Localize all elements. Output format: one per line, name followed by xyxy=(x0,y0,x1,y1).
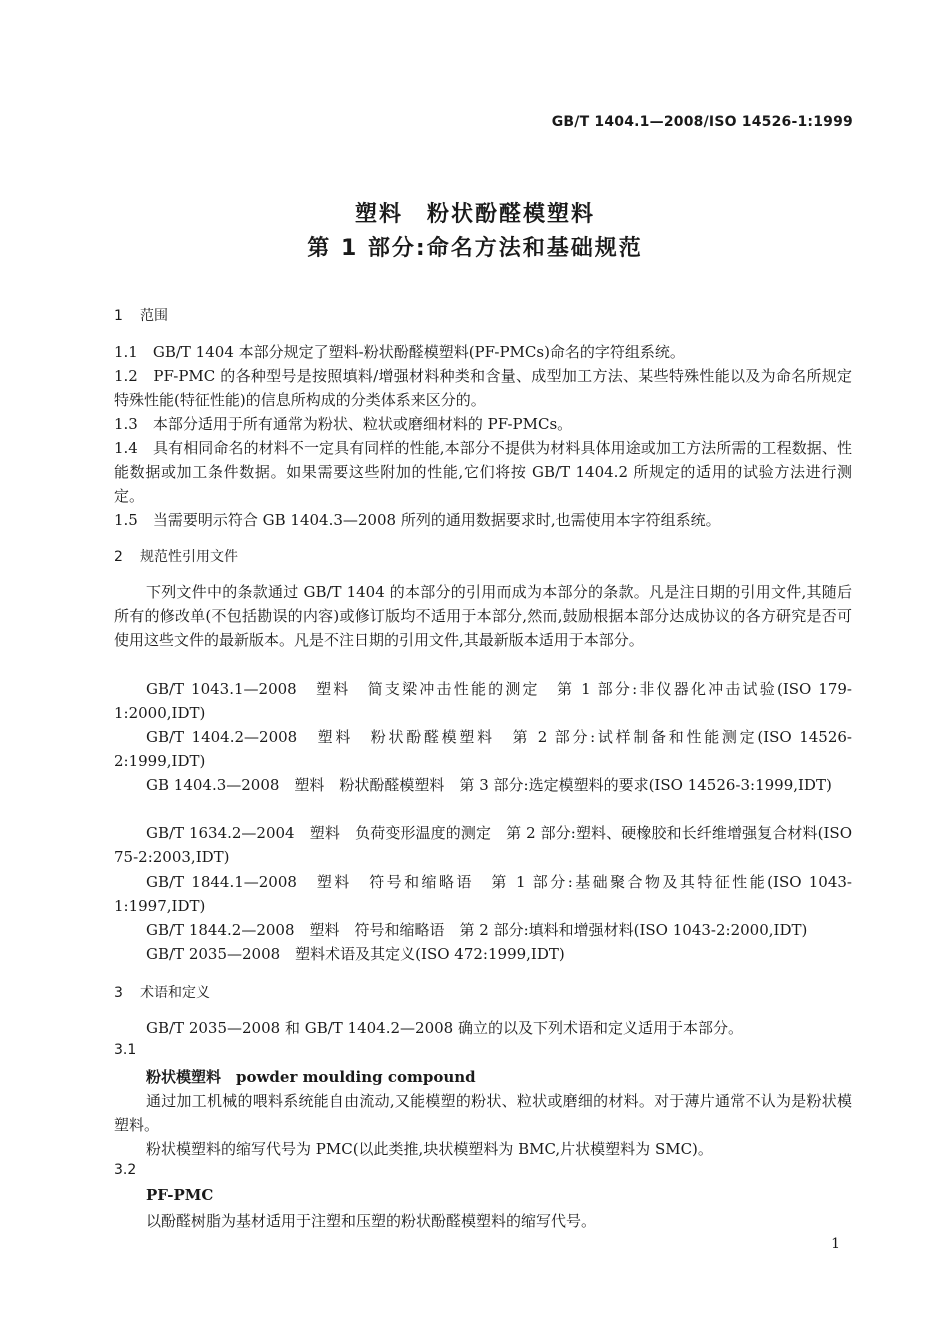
clause-1-3: 1.3 本部分适用于所有通常为粉状、粒状或磨细材料的 PF-PMCs。 xyxy=(114,415,573,433)
term-3-1-number: 3.1 xyxy=(114,1042,137,1058)
clause-1-1: 1.1 GB/T 1404 本部分规定了塑料-粉状酚醛模塑料(PF-PMCs)命名的字符组系统。 xyxy=(114,343,685,361)
term-3-1-note: 粉状模塑料的缩写代号为 PMC(以此类推,块状模塑料为 BMC,片状模塑料为 SMC)。 xyxy=(146,1140,713,1158)
reference-item: GB/T 1844.2—2008 塑料 符号和缩略语 第 2 部分:填料和增强材料(ISO 1043-2:2000,IDT) xyxy=(146,921,808,939)
term-3-2-number: 3.2 xyxy=(114,1162,137,1178)
section-1-heading xyxy=(114,305,168,325)
reference-item: GB/T 1634.2—2004 塑料 负荷变形温度的测定 第 2 部分:塑料、硬橡胶和长纤维增强复合材料(ISO 75-2:2003,IDT) xyxy=(114,824,852,866)
page-number: 1 xyxy=(831,1236,840,1252)
reference-item: GB 1404.3—2008 塑料 粉状酚醛模塑料 第 3 部分:选定模塑料的要求(ISO 14526-3:1999,IDT) xyxy=(146,776,832,794)
section-number: 1 xyxy=(114,308,123,324)
document-title-line1: 塑料 粉状酚醛模塑料 xyxy=(354,202,595,227)
section-title: 规范性引用文件 xyxy=(140,549,238,565)
references-intro: 下列文件中的条款通过 GB/T 1404 的本部分的引用而成为本部分的条款。凡是注日期的引用文件,其随后所有的修改单(不包括勘误的内容)或修订版均不适用于本部分,然而,鼓励根据本部分达成协议的各方研究是否可使用这些文件的最新版本。凡是不注日期的引用文件,其最新版本适用于本部分。 xyxy=(114,583,852,649)
document-title-line2: 第 1 部分:命名方法和基础规范 xyxy=(307,236,643,261)
section-number: 2 xyxy=(114,549,123,565)
clause-1-5: 1.5 当需要明示符合 GB 1404.3—2008 所列的通用数据要求时,也需使用本字符组系统。 xyxy=(114,511,721,529)
clause-1-2: 1.2 PF-PMC 的各种型号是按照填料/增强材料种类和含量、成型加工方法、某些特殊性能以及为命名所规定特殊性能(特征性能)的信息所构成的分类体系来区分的。 xyxy=(114,367,852,409)
term-3-1-name: 粉状模塑料 powder moulding compound xyxy=(146,1068,476,1086)
terms-intro: GB/T 2035—2008 和 GB/T 1404.2—2008 确立的以及下列术语和定义适用于本部分。 xyxy=(146,1019,743,1037)
section-title: 术语和定义 xyxy=(140,985,210,1001)
section-title: 范围 xyxy=(140,308,168,324)
standard-number: GB/T 1404.1—2008/ISO 14526-1:1999 xyxy=(551,114,853,130)
section-2-heading xyxy=(114,546,238,566)
reference-item: GB/T 1844.1—2008 塑料 符号和缩略语 第 1 部分:基础聚合物及其特征性能(ISO 1043-1:1997,IDT) xyxy=(114,873,852,915)
reference-item: GB/T 2035—2008 塑料术语及其定义(ISO 472:1999,IDT) xyxy=(146,945,565,963)
term-3-2-definition: 以酚醛树脂为基材适用于注塑和压塑的粉状酚醛模塑料的缩写代号。 xyxy=(146,1212,597,1230)
term-3-2-name: PF-PMC xyxy=(146,1186,214,1204)
reference-item: GB/T 1404.2—2008 塑料 粉状酚醛模塑料 第 2 部分:试样制备和性能测定(ISO 14526-2:1999,IDT) xyxy=(114,728,852,770)
term-3-1-definition: 通过加工机械的喂料系统能自由流动,又能模塑的粉状、粒状或磨细的材料。对于薄片通常不认为是粉状模塑料。 xyxy=(114,1092,852,1134)
reference-item: GB/T 1043.1—2008 塑料 简支梁冲击性能的测定 第 1 部分:非仪器化冲击试验(ISO 179-1:2000,IDT) xyxy=(114,680,852,722)
section-3-heading xyxy=(114,982,210,1002)
clause-1-4: 1.4 具有相同命名的材料不一定具有同样的性能,本部分不提供为材料具体用途或加工方法所需的工程数据、性能数据或加工条件数据。如果需要这些附加的性能,它们将按 GB/T 1404.2 所规定的适用的试验方法进行测定。 xyxy=(114,439,852,505)
section-number: 3 xyxy=(114,985,123,1001)
